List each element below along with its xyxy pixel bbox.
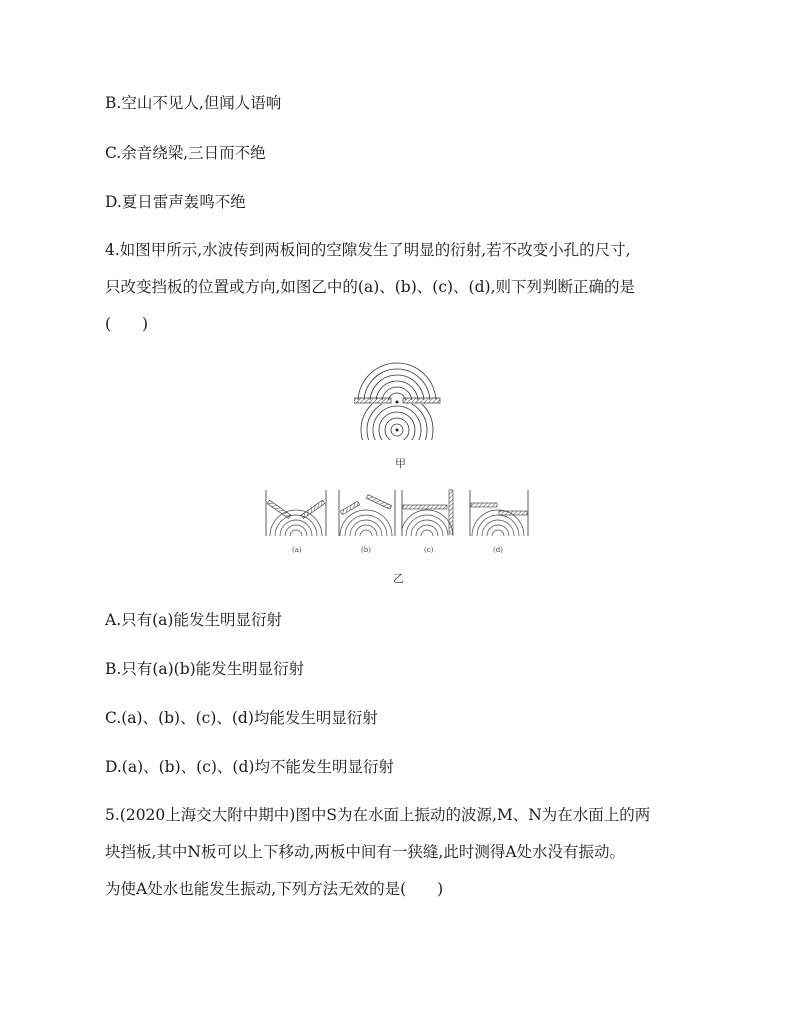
- subfigure-label-a: (a): [292, 546, 302, 554]
- q4-option-d: D.(a)、(b)、(c)、(d)均不能发生明显衍射: [105, 758, 394, 776]
- q4-stem-line3: ( ): [105, 315, 149, 333]
- figure-yi-caption: 乙: [393, 572, 404, 585]
- figure-jia-caption: 甲: [395, 457, 406, 470]
- option-b-prev: B.空山不见人,但闻人语响: [105, 94, 282, 112]
- figure-jia-diagram: [354, 358, 444, 440]
- q5-stem-line1: 5.(2020上海交大附中期中)图中S为在水面上振动的波源,M、N为在水面上的两: [105, 806, 651, 824]
- option-d-prev: D.夏日雷声轰鸣不绝: [105, 193, 246, 211]
- q4-stem-line1: 4.如图甲所示,水波传到两板间的空隙发生了明显的衍射,若不改变小孔的尺寸,: [105, 241, 631, 259]
- option-c-prev: C.余音绕梁,三日而不绝: [105, 144, 266, 162]
- q4-option-b: B.只有(a)(b)能发生明显衍射: [105, 660, 305, 678]
- q5-stem-line2: 块挡板,其中N板可以上下移动,两板中间有一狭缝,此时测得A处水没有振动。: [105, 843, 626, 861]
- q4-option-a: A.只有(a)能发生明显衍射: [105, 611, 282, 629]
- subfigure-label-b: (b): [361, 546, 371, 554]
- figure-yi-diagram: [262, 486, 532, 558]
- subfigure-label-c: (c): [424, 546, 434, 554]
- q4-option-c: C.(a)、(b)、(c)、(d)均能发生明显衍射: [105, 709, 378, 727]
- subfigure-label-d: (d): [493, 546, 503, 554]
- q5-stem-line3: 为使A处水也能发生振动,下列方法无效的是( ): [105, 880, 444, 898]
- q4-stem-line2: 只改变挡板的位置或方向,如图乙中的(a)、(b)、(c)、(d),则下列判断正确的是: [105, 278, 635, 296]
